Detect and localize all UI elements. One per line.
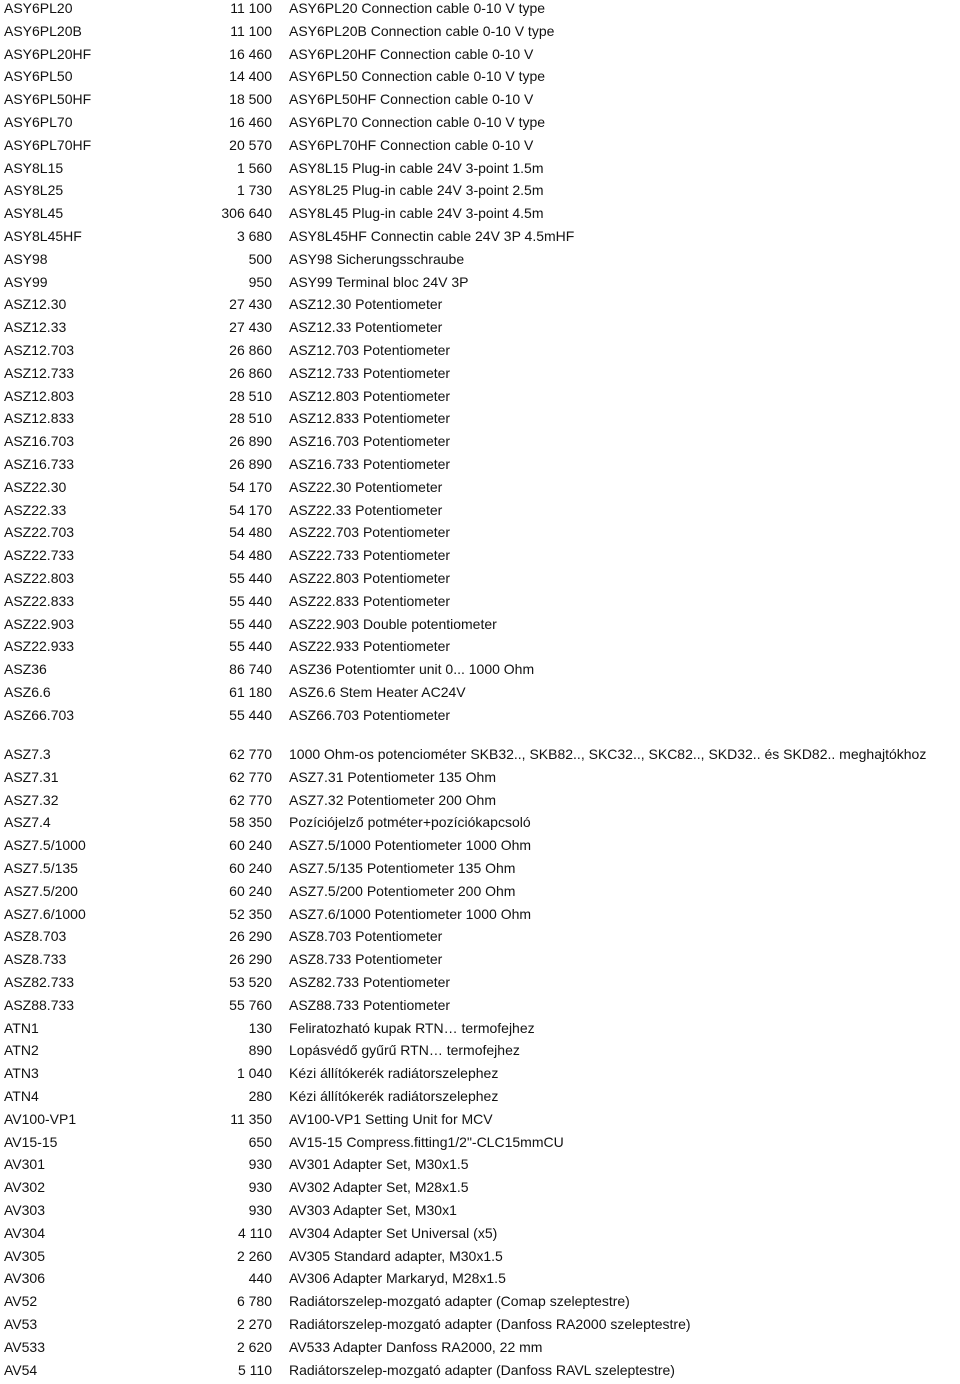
product-code: ASZ36 <box>4 661 47 678</box>
product-code: ASY8L25 <box>4 182 64 199</box>
product-code: ASY6PL20B <box>4 22 82 39</box>
product-price: 54 170 <box>229 478 272 495</box>
product-description: ASY8L15 Plug-in cable 24V 3-point 1.5m <box>289 159 544 176</box>
product-price: 11 100 <box>230 0 272 16</box>
price-row <box>0 1225 960 1248</box>
product-code: AV53 <box>4 1315 38 1332</box>
product-price: 55 440 <box>229 638 272 655</box>
product-code: ASY6PL70HF <box>4 136 92 153</box>
product-price: 62 770 <box>229 768 272 785</box>
product-price: 28 510 <box>229 410 272 427</box>
product-description: ASZ22.903 Double potentiometer <box>289 615 497 632</box>
price-row <box>0 684 960 707</box>
product-price: 11 100 <box>230 22 272 39</box>
product-description: AV305 Standard adapter, M30x1.5 <box>289 1247 503 1264</box>
product-code: AV100-VP1 <box>4 1110 77 1127</box>
product-description: AV302 Adapter Set, M28x1.5 <box>289 1179 469 1196</box>
product-description: ASZ12.833 Potentiometer <box>289 410 451 427</box>
price-row <box>0 114 960 137</box>
product-description: Lopásvédő gyűrű RTN… termofejhez <box>289 1042 520 1059</box>
price-row <box>0 46 960 69</box>
price-row <box>0 205 960 228</box>
product-price: 26 290 <box>229 928 272 945</box>
product-description: AV303 Adapter Set, M30x1 <box>289 1201 457 1218</box>
product-code: AV302 <box>4 1179 45 1196</box>
product-description: AV306 Adapter Markaryd, M28x1.5 <box>289 1270 506 1287</box>
product-price: 55 440 <box>229 706 272 723</box>
product-code: ASZ12.33 <box>4 319 67 336</box>
product-description: AV100-VP1 Setting Unit for MCV <box>289 1110 493 1127</box>
product-code: AV301 <box>4 1156 45 1173</box>
product-code: AV15-15 <box>4 1133 58 1150</box>
product-price: 61 180 <box>229 683 272 700</box>
product-price: 26 890 <box>229 433 272 450</box>
product-code: AV52 <box>4 1293 38 1310</box>
price-row <box>0 593 960 616</box>
price-row <box>0 479 960 502</box>
product-description: AV304 Adapter Set Universal (x5) <box>289 1224 498 1241</box>
product-price: 2 260 <box>236 1247 272 1264</box>
product-description: ASZ7.32 Potentiometer 200 Ohm <box>289 791 496 808</box>
product-code: ASY98 <box>4 250 48 267</box>
product-price: 26 860 <box>229 364 272 381</box>
product-description: ASY6PL70 Connection cable 0-10 V type <box>289 113 546 130</box>
product-code: ASZ22.803 <box>4 569 75 586</box>
product-price: 1 560 <box>236 159 272 176</box>
product-description: ASY98 Sicherungsschraube <box>289 250 465 267</box>
product-price: 306 640 <box>221 205 272 222</box>
product-price: 60 240 <box>229 859 272 876</box>
price-row <box>0 792 960 815</box>
product-description: ASZ12.30 Potentiometer <box>289 296 443 313</box>
product-price: 55 760 <box>229 996 272 1013</box>
product-code: ASY6PL70 <box>4 113 73 130</box>
product-code: ATN4 <box>4 1087 39 1104</box>
product-description: ASZ22.703 Potentiometer <box>289 524 451 541</box>
price-row <box>0 661 960 684</box>
price-row <box>0 68 960 91</box>
price-row <box>0 274 960 297</box>
product-price: 130 <box>248 1019 272 1036</box>
product-description: ASZ12.703 Potentiometer <box>289 341 451 358</box>
product-description: ASY6PL50HF Connection cable 0-10 V <box>289 91 534 108</box>
product-description: ASZ7.5/1000 Potentiometer 1000 Ohm <box>289 837 532 854</box>
product-code: ASZ22.703 <box>4 524 75 541</box>
product-description: ASZ7.5/135 Potentiometer 135 Ohm <box>289 859 516 876</box>
product-description: ASZ8.703 Potentiometer <box>289 928 443 945</box>
product-description: Radiátorszelep-mozgató adapter (Danfoss RA2000 szeleptestre) <box>289 1315 691 1332</box>
product-code: AV304 <box>4 1224 45 1241</box>
product-code: ATN2 <box>4 1042 39 1059</box>
product-price: 930 <box>248 1179 272 1196</box>
price-row <box>0 746 960 769</box>
product-price: 16 460 <box>229 45 272 62</box>
product-description: ASZ22.933 Potentiometer <box>289 638 451 655</box>
product-code: ASZ12.703 <box>4 341 75 358</box>
product-code: ASZ12.30 <box>4 296 67 313</box>
product-description: ASZ22.833 Potentiometer <box>289 592 451 609</box>
product-price: 54 480 <box>229 547 272 564</box>
product-code: ASY8L45HF <box>4 227 82 244</box>
product-code: ASZ88.733 <box>4 996 75 1013</box>
product-code: ASY99 <box>4 273 48 290</box>
product-description: ASZ88.733 Potentiometer <box>289 996 451 1013</box>
price-row <box>0 1202 960 1225</box>
product-description: ASZ22.33 Potentiometer <box>289 501 443 518</box>
price-row <box>0 616 960 639</box>
product-code: ASZ7.4 <box>4 814 51 831</box>
product-description: ASZ7.31 Potentiometer 135 Ohm <box>289 768 496 785</box>
product-description: ASY6PL20 Connection cable 0-10 V type <box>289 0 546 16</box>
price-row <box>0 365 960 388</box>
product-price: 58 350 <box>229 814 272 831</box>
product-price: 890 <box>248 1042 272 1059</box>
price-row <box>0 638 960 661</box>
product-description: ASY6PL20HF Connection cable 0-10 V <box>289 45 534 62</box>
product-price: 26 860 <box>229 341 272 358</box>
product-code: ASZ7.3 <box>4 746 51 762</box>
product-price: 26 890 <box>229 455 272 472</box>
product-code: ASZ22.733 <box>4 547 75 564</box>
product-code: ASZ7.5/200 <box>4 882 78 899</box>
price-row <box>0 769 960 792</box>
product-price: 54 170 <box>229 501 272 518</box>
product-description: ASZ12.733 Potentiometer <box>289 364 451 381</box>
price-row <box>0 1316 960 1339</box>
price-row <box>0 319 960 342</box>
product-code: ASZ12.833 <box>4 410 75 427</box>
product-code: ASY8L15 <box>4 159 64 176</box>
product-price: 1 040 <box>236 1065 272 1082</box>
product-code: ASZ66.703 <box>4 706 75 723</box>
product-price: 5 110 <box>238 1361 272 1378</box>
product-description: ASZ12.803 Potentiometer <box>289 387 451 404</box>
price-row <box>0 1134 960 1157</box>
price-row <box>0 1293 960 1316</box>
product-price: 3 680 <box>236 227 272 244</box>
product-description: ASZ12.33 Potentiometer <box>289 319 443 336</box>
product-description: ASZ16.703 Potentiometer <box>289 433 451 450</box>
price-row <box>0 860 960 883</box>
price-row <box>0 1088 960 1111</box>
product-price: 930 <box>248 1156 272 1173</box>
product-description: AV301 Adapter Set, M30x1.5 <box>289 1156 469 1173</box>
product-price: 18 500 <box>229 91 272 108</box>
price-row <box>0 974 960 997</box>
product-price: 55 440 <box>229 569 272 586</box>
price-row <box>0 1065 960 1088</box>
product-description: ASZ6.6 Stem Heater AC24V <box>289 683 466 700</box>
product-price: 440 <box>248 1270 272 1287</box>
product-code: AV306 <box>4 1270 45 1287</box>
product-description: ASZ22.30 Potentiometer <box>289 478 443 495</box>
price-row <box>0 137 960 160</box>
product-code: ATN3 <box>4 1065 39 1082</box>
product-description: ASZ36 Potentiomter unit 0... 1000 Ohm <box>289 661 535 678</box>
product-price: 60 240 <box>229 837 272 854</box>
price-row <box>0 524 960 547</box>
product-code: ASZ7.5/135 <box>4 859 78 876</box>
product-code: ASZ7.6/1000 <box>4 905 86 922</box>
product-code: AV305 <box>4 1247 45 1264</box>
price-row <box>0 228 960 251</box>
product-price: 54 480 <box>229 524 272 541</box>
product-price: 14 400 <box>229 68 272 85</box>
product-description: ASY8L45HF Connectin cable 24V 3P 4.5mHF <box>289 227 575 244</box>
product-code: ASY6PL50HF <box>4 91 92 108</box>
product-price: 280 <box>248 1087 272 1104</box>
product-description: Kézi állítókerék radiátorszelephez <box>289 1065 499 1082</box>
price-row <box>0 814 960 837</box>
product-description: ASZ8.733 Potentiometer <box>289 951 443 968</box>
product-price: 20 570 <box>229 136 272 153</box>
product-code: ASY6PL20HF <box>4 45 92 62</box>
product-code: ASZ22.903 <box>4 615 75 632</box>
product-price: 53 520 <box>229 973 272 990</box>
price-row <box>0 410 960 433</box>
product-code: ASZ22.933 <box>4 638 75 655</box>
product-description: ASY99 Terminal bloc 24V 3P <box>289 273 469 290</box>
price-row <box>0 570 960 593</box>
product-price: 650 <box>248 1133 272 1150</box>
product-code: ASY8L45 <box>4 205 64 222</box>
product-description: ASY6PL20B Connection cable 0-10 V type <box>289 22 555 39</box>
price-row <box>0 251 960 274</box>
product-price: 4 110 <box>238 1224 272 1241</box>
price-row <box>0 296 960 319</box>
product-description: AV15-15 Compress.fitting1/2"-CLC15mmCU <box>289 1133 564 1150</box>
price-row <box>0 707 960 730</box>
product-price: 16 460 <box>229 113 272 130</box>
product-code: ASZ8.703 <box>4 928 67 945</box>
product-description: ASZ7.6/1000 Potentiometer 1000 Ohm <box>289 905 532 922</box>
price-row <box>0 1270 960 1293</box>
product-price: 55 440 <box>229 615 272 632</box>
product-code: AV54 <box>4 1361 38 1378</box>
product-price: 26 290 <box>229 951 272 968</box>
product-description: 1000 Ohm-os potenciométer SKB32.., SKB82.., SKC32.., SKC82.., SKD32.. és SKD82.. meghajtókhoz <box>289 746 927 762</box>
product-code: ASZ12.803 <box>4 387 75 404</box>
product-code: ASZ6.6 <box>4 683 51 700</box>
product-description: ASZ82.733 Potentiometer <box>289 973 451 990</box>
product-code: ASZ7.32 <box>4 791 59 808</box>
product-code: ASZ22.33 <box>4 501 67 518</box>
product-description: ASZ16.733 Potentiometer <box>289 455 451 472</box>
product-price: 27 430 <box>229 296 272 313</box>
price-row <box>0 837 960 860</box>
product-code: ASZ12.733 <box>4 364 75 381</box>
product-code: AV533 <box>4 1338 45 1355</box>
product-description: Pozíciójelző potméter+pozíciókapcsoló <box>289 814 531 831</box>
product-description: ASY6PL50 Connection cable 0-10 V type <box>289 68 546 85</box>
product-price: 28 510 <box>229 387 272 404</box>
product-code: ASZ16.733 <box>4 455 75 472</box>
product-description: ASZ66.703 Potentiometer <box>289 706 451 723</box>
product-description: Kézi állítókerék radiátorszelephez <box>289 1087 499 1104</box>
price-row <box>0 0 960 23</box>
product-code: ASZ7.31 <box>4 768 59 785</box>
product-price: 55 440 <box>229 592 272 609</box>
price-row <box>0 1248 960 1271</box>
price-row <box>0 388 960 411</box>
product-description: AV533 Adapter Danfoss RA2000, 22 mm <box>289 1338 543 1355</box>
product-price: 6 780 <box>236 1293 272 1310</box>
price-row <box>0 906 960 929</box>
product-code: ASZ16.703 <box>4 433 75 450</box>
product-code: ASZ22.833 <box>4 592 75 609</box>
price-row <box>0 160 960 183</box>
product-description: ASZ7.5/200 Potentiometer 200 Ohm <box>289 882 516 899</box>
product-price: 62 770 <box>229 746 272 762</box>
price-row <box>0 502 960 525</box>
product-price: 62 770 <box>229 791 272 808</box>
product-description: Radiátorszelep-mozgató adapter (Comap szeleptestre) <box>289 1293 630 1310</box>
product-code: ATN1 <box>4 1019 39 1036</box>
product-code: ASZ7.5/1000 <box>4 837 86 854</box>
price-row <box>0 547 960 570</box>
price-row <box>0 91 960 114</box>
product-code: AV303 <box>4 1201 45 1218</box>
product-description: ASZ22.733 Potentiometer <box>289 547 451 564</box>
product-description: Feliratozható kupak RTN… termofejhez <box>289 1019 535 1036</box>
product-price: 2 270 <box>236 1315 272 1332</box>
product-code: ASY6PL50 <box>4 68 73 85</box>
price-row <box>0 883 960 906</box>
price-list-section-2 <box>0 746 960 1384</box>
product-price: 950 <box>248 273 272 290</box>
price-row <box>0 1020 960 1043</box>
product-price: 86 740 <box>229 661 272 678</box>
product-code: ASZ22.30 <box>4 478 67 495</box>
product-price: 500 <box>248 250 272 267</box>
price-row <box>0 182 960 205</box>
product-price: 11 350 <box>230 1110 272 1127</box>
product-code: ASY6PL20 <box>4 0 73 16</box>
product-price: 2 620 <box>236 1338 272 1355</box>
price-row <box>0 1179 960 1202</box>
product-price: 27 430 <box>229 319 272 336</box>
price-row <box>0 1111 960 1134</box>
product-description: ASZ22.803 Potentiometer <box>289 569 451 586</box>
product-price: 1 730 <box>236 182 272 199</box>
product-description: Radiátorszelep-mozgató adapter (Danfoss RAVL szeleptestre) <box>289 1361 675 1378</box>
price-row <box>0 456 960 479</box>
price-row <box>0 1042 960 1065</box>
price-row <box>0 951 960 974</box>
product-code: ASZ8.733 <box>4 951 67 968</box>
product-code: ASZ82.733 <box>4 973 75 990</box>
price-row <box>0 433 960 456</box>
price-row <box>0 342 960 365</box>
price-row <box>0 23 960 46</box>
price-row <box>0 1362 960 1384</box>
price-row <box>0 1156 960 1179</box>
price-row <box>0 1339 960 1362</box>
product-description: ASY8L45 Plug-in cable 24V 3-point 4.5m <box>289 205 544 222</box>
price-row <box>0 928 960 951</box>
product-description: ASY8L25 Plug-in cable 24V 3-point 2.5m <box>289 182 544 199</box>
product-price: 60 240 <box>229 882 272 899</box>
product-price: 930 <box>248 1201 272 1218</box>
price-row <box>0 997 960 1020</box>
product-description: ASY6PL70HF Connection cable 0-10 V <box>289 136 534 153</box>
product-price: 52 350 <box>229 905 272 922</box>
